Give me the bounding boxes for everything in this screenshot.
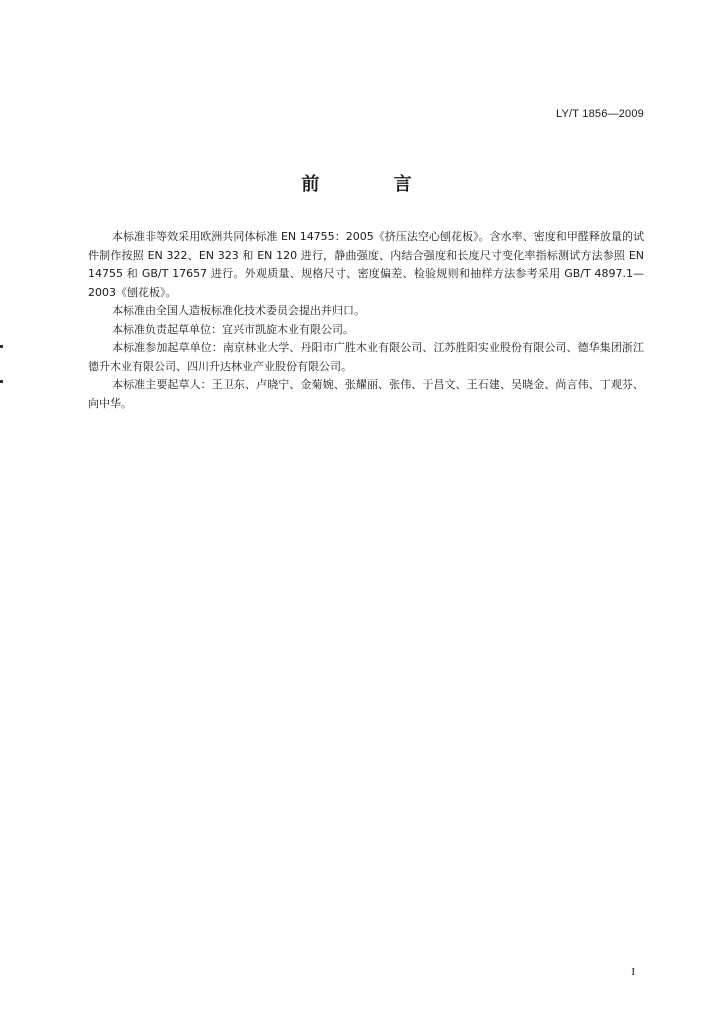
foreword-body	[88, 228, 644, 413]
standard-code: LY/T 1856—2009	[555, 108, 644, 120]
page-title: 前 言	[301, 174, 446, 195]
paragraph-lead-drafter: 本标准负责起草单位：宜兴市凯旋木业有限公司。	[112, 322, 354, 336]
paragraph-participating-drafters: 本标准参加起草单位：南京林业大学、丹阳市广胜木业有限公司、江苏胜阳实业股份有限公司、德华集团浙江德升木业有限公司、四川升达林业产业股份有限公司。	[88, 341, 644, 373]
paragraph-main-drafters: 本标准主要起草人：王卫东、卢晓宁、金菊婉、张耀丽、张伟、于昌文、王石建、吴晓金、尚言伟、丁观芬、向中华。	[88, 378, 644, 410]
page-number: I	[631, 966, 635, 978]
scan-margin-mark	[0, 380, 3, 383]
scan-margin-mark	[0, 345, 3, 348]
paragraph-proposer: 本标准由全国人造板标准化技术委员会提出并归口。	[112, 304, 365, 317]
paragraph-adoption: 本标准非等效采用欧洲共同体标准 EN 14755：2005《挤压法空心刨花板》。含水率、密度和甲醛释放量的试件制作按照 EN 322、EN 323 和 EN 120 进行，静曲强度、内结合强度和长度尺寸变化率指标测试方法参照 EN 14755 和 GB/T 17657 进行。外观质量、规格尺寸、密度偏差、检验规则和抽样方法参考采用 GB/T 4897.1—2003《刨花板》。	[88, 230, 644, 299]
